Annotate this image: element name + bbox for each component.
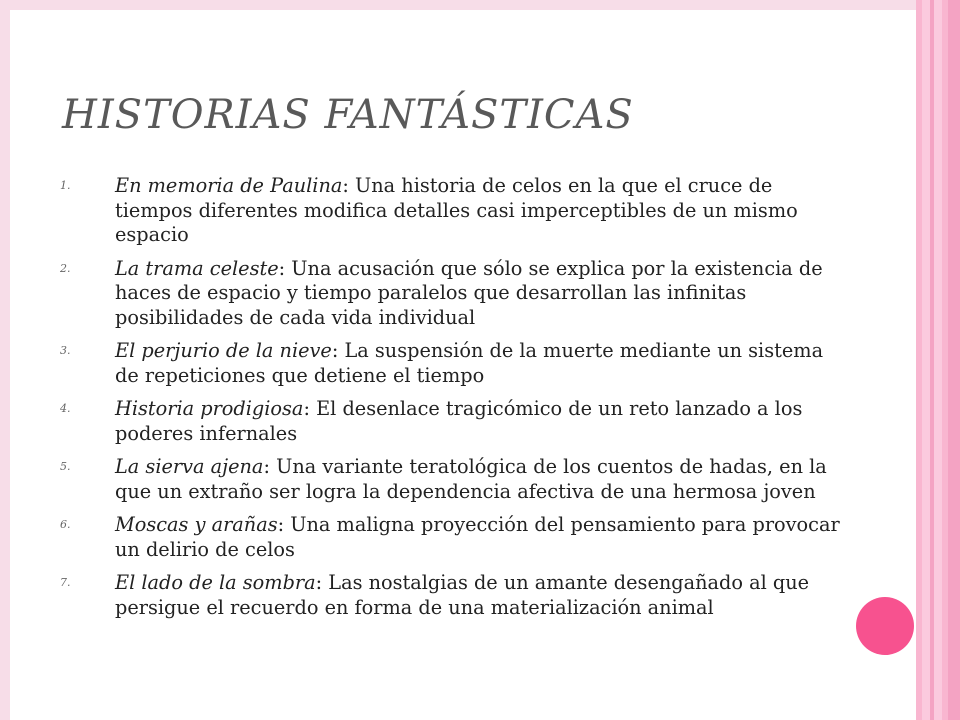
story-title: El perjurio de la nieve	[115, 339, 332, 362]
slide-top-border	[0, 0, 960, 10]
story-title: Historia prodigiosa	[115, 397, 304, 420]
item-separator: :	[303, 397, 317, 420]
item-number: 6.	[60, 518, 71, 531]
item-number: 4.	[60, 402, 71, 415]
item-number: 1.	[60, 179, 71, 192]
slide-left-border	[0, 0, 10, 720]
story-description: Una variante teratológica de los cuentos de hadas, en la que un extraño ser logra la dependencia afectiva de una hermosa joven	[115, 455, 827, 503]
story-description: El desenlace tragicómico de un reto lanzado a los poderes infernales	[115, 397, 803, 445]
story-description: Una acusación que sólo se explica por la existencia de haces de espacio y tiempo paralelos que desarrollan las infinitas posibilidades de cada vida individual	[115, 256, 823, 329]
item-separator: :	[277, 513, 291, 536]
list-item	[60, 397, 840, 446]
slide-title: HISTORIAS FANTÁSTICAS	[62, 92, 634, 138]
list-item	[60, 339, 840, 388]
story-title: La sierva ajena	[115, 455, 264, 478]
story-title: La trama celeste	[115, 256, 279, 280]
item-separator: :	[263, 455, 277, 478]
list-item	[60, 455, 840, 504]
item-separator: :	[315, 571, 329, 594]
list-item	[60, 513, 840, 562]
story-title: Moscas y arañas	[115, 513, 278, 536]
story-description: Las nostalgias de un amante desengañado al que persigue el recuerdo en forma de una materialización animal	[115, 571, 810, 619]
story-description: Una maligna proyección del pensamiento para provocar un delirio de celos	[115, 513, 840, 561]
item-separator: :	[278, 256, 292, 280]
stripe-f	[948, 0, 960, 720]
item-number: 7.	[60, 576, 71, 589]
item-number: 3.	[60, 344, 71, 357]
story-description: La suspensión de la muerte mediante un sistema de repeticiones que detiene el tiempo	[115, 339, 824, 387]
stripe-d	[934, 0, 942, 720]
list-item	[60, 257, 840, 331]
item-separator: :	[331, 339, 345, 362]
list-item	[60, 571, 840, 620]
story-description: Una historia de celos en la que el cruce de tiempos diferentes modifica detalles casi imperceptibles de un mismo espacio	[115, 174, 798, 246]
story-title: El lado de la sombra	[115, 571, 316, 594]
item-number: 5.	[60, 460, 71, 473]
item-number: 2.	[60, 261, 71, 275]
stripe-b	[922, 0, 930, 720]
story-list	[60, 174, 840, 629]
item-separator: :	[342, 174, 356, 197]
list-item	[60, 174, 840, 248]
decorative-circle-icon	[856, 597, 914, 655]
story-title: En memoria de Paulina	[115, 174, 343, 197]
